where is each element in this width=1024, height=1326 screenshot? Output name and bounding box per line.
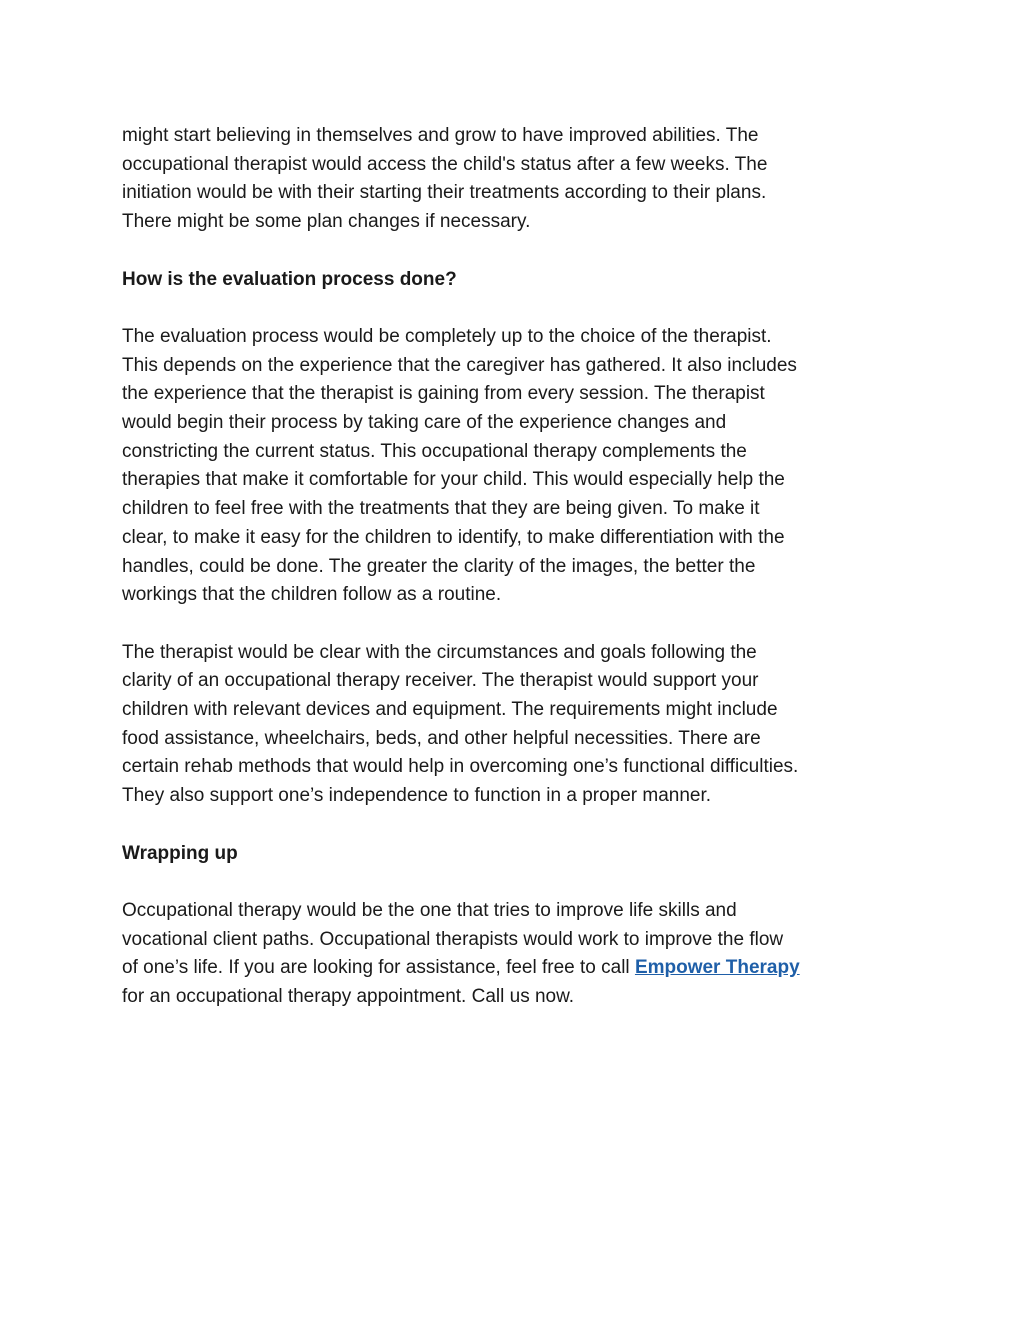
empower-therapy-link[interactable]: Empower Therapy (634, 957, 800, 979)
text-line: food assistance, wheelchairs, beds, and other helpful necessities. There are (122, 727, 761, 749)
text-line: might start believing in themselves and grow to have improved abilities. The (122, 125, 759, 146)
text-line: This depends on the experience that the caregiver has gathered. It also includes (122, 354, 797, 376)
text-line (122, 954, 912, 983)
text-line: Occupational therapy would be the one that tries to improve life skills and (122, 899, 737, 921)
text-line: the experience that the therapist is gaining from every session. The therapist (122, 383, 765, 405)
text-line: for an occupational therapy appointment. Call us now. (122, 986, 575, 1008)
text-segment: of one’s life. If you are looking for assistance, feel free to call (122, 957, 635, 979)
text-line: vocational client paths. Occupational therapists would work to improve the flow (122, 928, 784, 950)
text-line: constricting the current status. This occupational therapy complements the (122, 440, 747, 462)
document-body (122, 122, 912, 1040)
text-line: clear, to make it easy for the children to identify, to make differentiation with the (122, 526, 785, 548)
heading-wrapping-up: Wrapping up (122, 842, 238, 864)
text-line: children with relevant devices and equipment. The requirements might include (122, 699, 778, 721)
paragraph-therapist-support (122, 639, 912, 811)
text-line: therapies that make it comfortable for your child. This would especially help the (122, 469, 785, 491)
heading-evaluation-process: How is the evaluation process done? (122, 268, 457, 290)
text-line: They also support one’s independence to function in a proper manner. (122, 785, 712, 807)
text-line: workings that the children follow as a routine. (122, 584, 502, 606)
paragraph-conclusion (122, 897, 912, 1012)
paragraph-evaluation (122, 323, 912, 610)
text-line: There might be some plan changes if necessary. (122, 211, 531, 233)
text-line: certain rehab methods that would help in overcoming one’s functional difficulties. (122, 756, 799, 778)
text-line: clarity of an occupational therapy receiver. The therapist would support your (122, 670, 759, 692)
text-line: handles, could be done. The greater the clarity of the images, the better the (122, 555, 756, 577)
paragraph-intro (122, 122, 912, 237)
text-line: initiation would be with their starting their treatments according to their plans. (122, 182, 767, 204)
text-line: would begin their process by taking care of the experience changes and (122, 412, 727, 433)
text-line: The evaluation process would be completely up to the choice of the therapist. (122, 325, 772, 347)
text-line: occupational therapist would access the child's status after a few weeks. The (122, 153, 768, 175)
text-line: The therapist would be clear with the circumstances and goals following the (122, 641, 757, 663)
text-line: children to feel free with the treatments that they are being given. To make it (122, 498, 760, 520)
